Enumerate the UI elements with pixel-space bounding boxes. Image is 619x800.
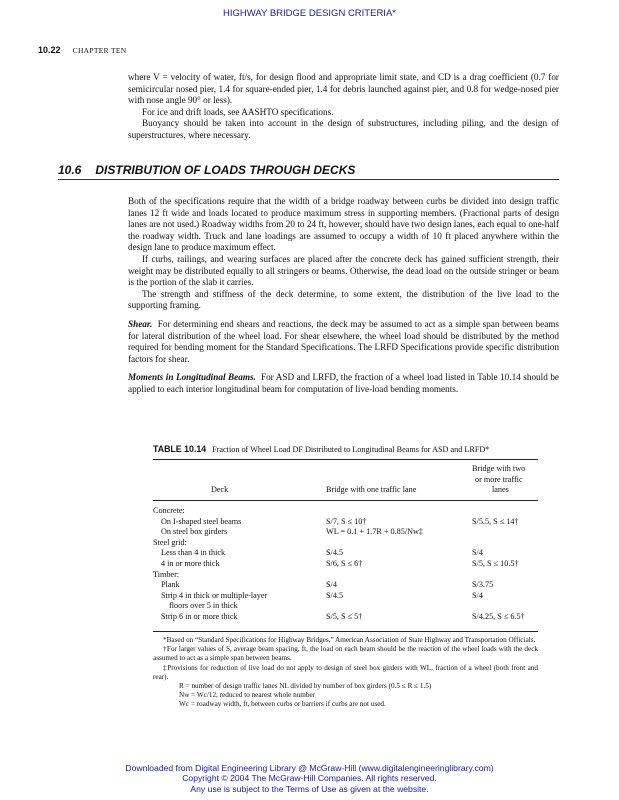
running-head	[38, 45, 126, 55]
cell-one-lane: S/4.5	[326, 548, 344, 558]
table-body	[153, 506, 538, 623]
chapter-label: CHAPTER TEN	[72, 46, 127, 55]
page-number: 10.22	[38, 45, 61, 55]
table-top-rule	[153, 459, 538, 460]
section-body	[128, 196, 559, 396]
intro-paragraph: where V = velocity of water, ft/s, for design flood and appropriate limit state, and CD is a drag coefficient (0.7 for semicircular nosed pier, 1.4 for square-ended pier, 1.4 for debris launched against pier, and 0.8 for wedge-nosed pier with nose angle 90° or less).	[128, 72, 559, 106]
shear-heading: Shear.	[128, 318, 153, 329]
footnote: R = number of design traffic lanes NL divided by number of box girders (0.5 ≤ R ≤ 1.5)	[179, 682, 432, 691]
footer-line: Any use is subject to the Terms of Use as given at the website.	[190, 783, 429, 794]
cell-deck: Timber:	[153, 569, 180, 579]
cell-deck: On I-shaped steel beams	[161, 516, 242, 526]
header-two-lanes-3: lanes	[492, 485, 509, 495]
cell-deck: On steel box girders	[161, 527, 228, 537]
cell-two-lanes: S/5, S ≤ 10.5†	[472, 558, 519, 568]
table-bottom-rule	[153, 631, 538, 632]
cell-deck: Less than 4 in thick	[161, 548, 226, 558]
table-row	[153, 612, 538, 623]
header-deck: Deck	[211, 485, 229, 495]
body-paragraph: The strength and stiffness of the deck determine, to some extent, the distribution of the live load to the supporting framing.	[128, 288, 559, 311]
cell-deck: 4 in or more thick	[161, 558, 220, 568]
table-label: TABLE 10.14	[153, 444, 207, 454]
table-caption	[153, 444, 538, 454]
cell-two-lanes: S/4	[472, 548, 483, 558]
header-two-lanes-1: Bridge with two	[472, 464, 526, 473]
table-header	[153, 464, 538, 496]
footnote: †For larger values of S, average beam spacing, ft, the load on each beam should be the reaction of the wheel loads with the deck assumed to act as a simple span between beams.	[153, 645, 538, 663]
cell-deck: floors over 5 in thick	[169, 601, 238, 611]
moments-paragraph	[128, 372, 559, 395]
section-number: 10.6	[58, 163, 82, 177]
cell-one-lane: S/4.5	[326, 590, 344, 600]
header-two-lanes-2: or more traffic	[475, 474, 523, 484]
footnote: *Based on “Standard Specifications for Highway Bridges,” American Association of State Highway and Transportation Officials.	[163, 636, 536, 644]
body-paragraph: Both of the specifications require that the width of a bridge roadway between curbs be divided into design traffic lanes 12 ft wide and loads located to produce maximum stress in supporting members. (Fractional parts of design lanes are not used.) Roadway widths from 20 to 24 ft, however, should have two design lanes, each equal to one-half the roadway width. Truck and lane loadings are assumed to occupy a width of 10 ft placed anywhere within the design lane to produce maximum effect.	[128, 196, 559, 253]
footer-line: Copyright © 2004 The McGraw-Hill Companies. All rights reserved.	[182, 773, 437, 784]
cell-deck: Plank	[161, 580, 180, 590]
table-row	[153, 559, 538, 570]
table-row	[153, 538, 538, 549]
footnote: Wc = roadway width, ft, between curbs or barriers if curbs are not used.	[179, 700, 386, 709]
header-one-lane: Bridge with one traffic lane	[326, 485, 417, 495]
footnote: ‡Provisions for reduction of live load do not apply to design of steel box girders with WL, fraction of a wheel (both front and rear).	[153, 663, 538, 681]
moments-heading: Moments in Longitudinal Beams.	[128, 372, 256, 383]
cell-two-lanes: S/4	[472, 590, 483, 600]
table-caption-text: Fraction of Wheel Load DF Distributed to Longitudinal Beams for ASD and LRFD*	[212, 445, 490, 454]
cell-two-lanes: S/3.75	[472, 580, 494, 590]
shear-text: For determining end shears and reactions, the deck may be assumed to act as a simple span between beams for lateral distribution of the wheel load. For shear elsewhere, the wheel load should be distributed by the method required for bending moment for the Standard Specifications. The LRFD Specifications provide specific distribution factors for shear.	[128, 318, 560, 364]
cell-one-lane: WL = 0.1 + 1.7R + 0.85/Nw‡	[326, 527, 424, 537]
table-row	[153, 527, 538, 538]
table-header-rule	[153, 500, 538, 501]
cell-two-lanes: S/4.25, S ≤ 6.5†	[472, 611, 525, 621]
table-footnotes	[153, 636, 538, 710]
table-row	[153, 517, 538, 528]
table-row	[153, 601, 538, 612]
table-row	[153, 570, 538, 581]
moments-text: For ASD and LRFD, the fraction of a wheel load listed in Table 10.14 should be applied to each interior longitudinal beam for computation of live-load bending moments.	[128, 372, 560, 394]
footer-line[interactable]: Downloaded from Digital Engineering Library @ McGraw-Hill (www.digitalengineeringlibrary.com)	[125, 763, 494, 773]
download-footer	[0, 763, 619, 794]
cell-deck: Strip 4 in thick or multiple-layer	[161, 590, 268, 600]
intro-paragraph: For ice and drift loads, see AASHTO specifications.	[142, 106, 334, 117]
cell-one-lane: S/4	[326, 580, 337, 590]
page-banner: HIGHWAY BRIDGE DESIGN CRITERIA*	[223, 8, 396, 19]
table-row	[153, 548, 538, 559]
cell-two-lanes: S/5.5, S ≤ 14†	[472, 516, 519, 526]
cell-one-lane: S/6, S ≤ 6†	[326, 558, 363, 568]
table-row	[153, 506, 538, 517]
intro-paragraph: Buoyancy should be taken into account in the design of substructures, including piling, and the design of superstructures, where necessary.	[128, 118, 559, 140]
cell-one-lane: S/7, S ≤ 10†	[326, 516, 367, 526]
table-row	[153, 591, 538, 602]
section-heading	[58, 163, 559, 180]
section-title: DISTRIBUTION OF LOADS THROUGH DECKS	[95, 163, 356, 177]
table-row	[153, 580, 538, 591]
cell-deck: Concrete:	[153, 506, 185, 515]
intro-text	[128, 72, 559, 142]
cell-deck: Steel grid:	[153, 537, 187, 547]
cell-deck: Strip 6 in or more thick	[161, 611, 238, 621]
body-paragraph: If curbs, railings, and wearing surfaces are placed after the concrete deck has gained sufficient strength, their weight may be distributed equally to all stringers or beams. Otherwise, the dead load on the outside stringer or beam is the portion of the slab it carries.	[128, 253, 559, 288]
footnote: Nw = Wc/12, reduced to nearest whole number	[179, 691, 316, 700]
shear-paragraph	[128, 319, 559, 365]
cell-one-lane: S/5, S ≤ 5†	[326, 611, 363, 621]
